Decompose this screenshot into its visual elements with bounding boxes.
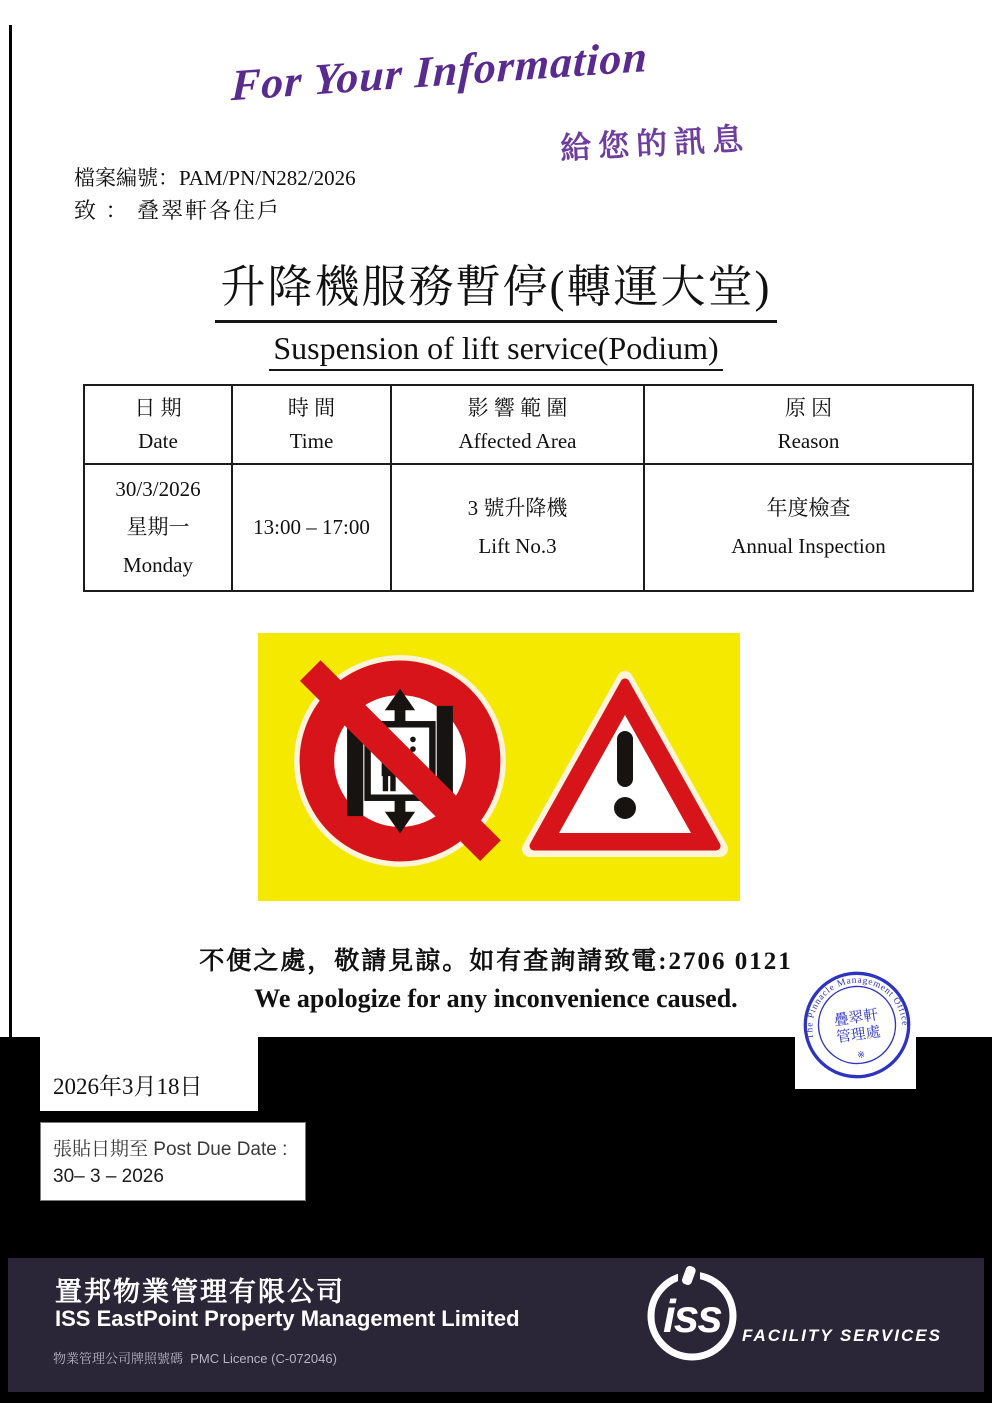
company-footer — [0, 1258, 992, 1403]
post-due-date-value: 30– 3 – 2026 — [53, 1166, 164, 1187]
left-margin-rule — [9, 25, 12, 1037]
addressee-line: 致 ： 叠翠軒各住戶 — [74, 198, 282, 223]
header-reason: 原 因 Reason — [644, 385, 973, 464]
notice-title-english: Suspension of lift service(Podium) — [269, 330, 722, 371]
pmc-licence-number: 物業管理公司牌照號碼 PMC Licence (C-072046) — [53, 1351, 337, 1366]
issue-date-box — [40, 1037, 258, 1111]
apology-line-english: We apologize for any inconvenience caused. — [254, 984, 738, 1013]
cell-reason: 年度檢查 Annual Inspection — [644, 464, 973, 591]
iss-logo-icon — [638, 1266, 750, 1362]
file-reference-number: 檔案編號：PAM/PN/N282/2026 — [74, 166, 356, 190]
svg-text:The Pinnacle Management Office: The Pinnacle Management Office — [805, 975, 910, 1041]
facility-services-tagline: FACILITY SERVICES — [742, 1326, 942, 1345]
header-date: 日 期 Date — [84, 385, 232, 464]
header-time: 時 間 Time — [232, 385, 391, 464]
post-due-date-box — [40, 1122, 306, 1201]
company-footer-inner — [8, 1258, 984, 1392]
for-your-information-script: For Your Information — [230, 31, 649, 111]
post-due-date-label: 張貼日期至 Post Due Date : — [53, 1139, 288, 1160]
management-office-stamp — [787, 962, 927, 1088]
suspension-details-table — [83, 384, 974, 592]
table-data-row — [84, 464, 973, 591]
warning-triangle-icon — [520, 667, 730, 867]
notice-title-chinese: 升降機服務暫停(轉運大堂) — [215, 250, 778, 323]
warning-signs-panel — [258, 633, 740, 901]
table-header-row — [84, 385, 973, 464]
apology-line-chinese: 不便之處，敬請見諒。如有查詢請致電:2706 0121 — [199, 948, 793, 975]
notice-subtitle-row — [0, 330, 992, 371]
header-affected-area: 影 響 範 圍 Affected Area — [391, 385, 644, 464]
cell-time: 13:00 – 17:00 — [232, 464, 391, 591]
svg-text:疊翠軒: 疊翠軒 — [832, 1007, 880, 1030]
no-lift-prohibition-icon — [292, 653, 508, 869]
notice-title-row — [0, 250, 992, 323]
svg-text:※: ※ — [856, 1050, 866, 1062]
company-name-english: ISS EastPoint Property Management Limited — [55, 1306, 520, 1331]
company-name-chinese: 置邦物業管理有限公司 — [55, 1277, 345, 1307]
cell-date: 30/3/2026 星期一 Monday — [84, 464, 232, 591]
cell-affected-area: 3 號升降機 Lift No.3 — [391, 464, 644, 591]
svg-text:管理處: 管理處 — [835, 1024, 882, 1047]
stamp-icon — [787, 962, 927, 1088]
for-your-information-chinese: 給您的訊息 — [559, 121, 751, 166]
issue-date: 2026年3月18日 — [53, 1074, 203, 1099]
svg-text:iss: iss — [663, 1290, 721, 1342]
